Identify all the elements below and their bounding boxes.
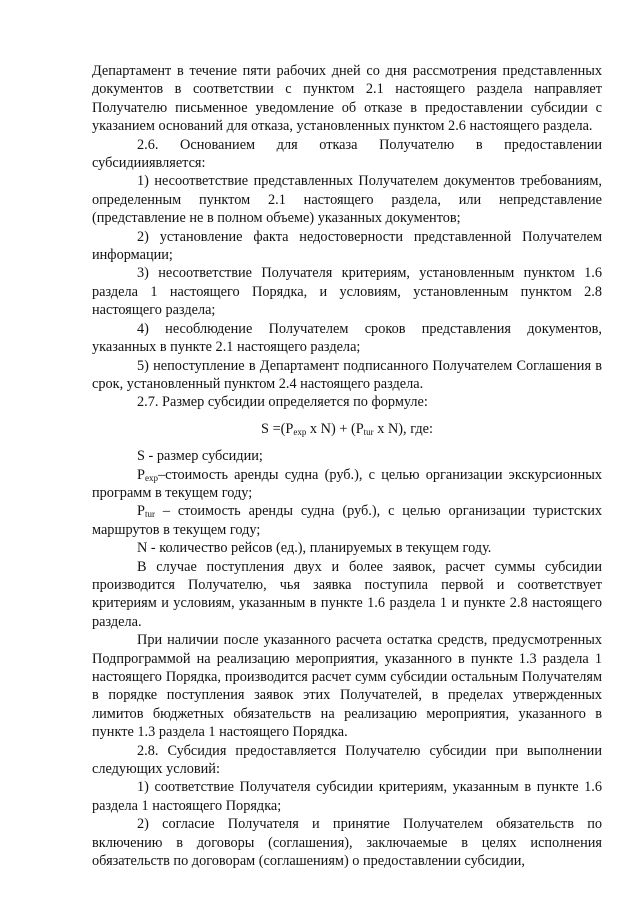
formula-sub-exp: exp (293, 426, 307, 437)
formula-tail: x N), где: (373, 420, 433, 437)
p-tur-symbol: P (137, 503, 145, 520)
formula-sub-tur: tur (363, 426, 374, 437)
paragraph-2-6-item-5: 5) непоступление в Департамент подписанного Получателем Соглашения в срок, установленный пунктом 2.4 настоящего раздела. (92, 357, 602, 392)
subsidy-formula (92, 420, 602, 438)
paragraph-2-8-item-1: 1) соответствие Получателя субсидии критериям, указанным в пункте 1.6 раздела 1 настоящего Порядка; (92, 779, 602, 814)
p-tur-text: – стоимость аренды судна (руб.), с целью организации туристских маршрутов в текущем году; (92, 503, 602, 538)
p-exp-text: –стоимость аренды судна (руб.), с целью организации экскурсионных программ в текущем году; (92, 466, 602, 501)
paragraph-remaining-funds: При наличии после указанного расчета остатка средств, предусмотренных Подпрограммой на реализацию мероприятия, указанного в пункте 1.3 раздела 1 настоящего Порядка, производится расчет сумм субсидии остальным Получателям в порядке поступления заявок этих Получателей, в пределах утвержденных лимитов бюджетных обязательств на реализацию мероприятия, указанного в пункте 1.3 раздела 1 настоящего Порядка. (92, 632, 602, 741)
paragraph-2-6-item-1: 1) несоответствие представленных Получателем документов требованиям, определенным пунктом 2.1 настоящего раздела, или непредставление (представление не в полном объеме) указанных документов; (92, 173, 602, 227)
paragraph-multiple-applications: В случае поступления двух и более заявок, расчет суммы субсидии производится Получателю, чья заявка поступила первой и соответствует критериям и условиям, указанным в пункте 1.6 раздела 1 и пункте 2.8 настоящего раздела. (92, 558, 602, 630)
paragraph-2-6-item-3: 3) несоответствие Получателя критериям, установленным пунктом 1.6 раздела 1 настоящего Порядка, и условиям, установленным пунктом 2.8 настоящего раздела; (92, 265, 602, 319)
definition-p-tur (92, 502, 602, 539)
p-tur-subscript: tur (144, 509, 155, 520)
definition-s: S - размер субсидии; (137, 448, 263, 465)
paragraph-2-7-heading: 2.7. Размер субсидии определяется по формуле: (137, 394, 428, 411)
formula-s: S (261, 420, 269, 437)
formula-open: =(P (269, 420, 294, 437)
definition-p-exp (92, 466, 602, 503)
paragraph-2-8-heading: 2.8. Субсидия предоставляется Получателю субсидии при выполнении следующих условий: (92, 742, 602, 778)
paragraph-2-6-heading: 2.6. Основанием для отказа Получателю в предоставлении субсидииявляется: (92, 136, 602, 172)
paragraph-2-6-item-4: 4) несоблюдение Получателем сроков представления документов, указанных в пункте 2.1 настоящего раздела; (92, 320, 602, 356)
paragraph-dept-notice: Департамент в течение пяти рабочих дней со дня рассмотрения представленных документов в соответствии с пунктом 2.1 настоящего раздела направляет Получателю письменное уведомление об отказе в предоставлении субсидии с указанием оснований для отказа, установленных пунктом 2.6 настоящего раздела. (92, 63, 602, 135)
formula-mid: x N) + (P (306, 420, 364, 437)
p-exp-subscript: exp (144, 472, 158, 483)
p-exp-symbol: P (137, 466, 145, 483)
paragraph-2-6-item-2: 2) установление факта недостоверности представленной Получателем информации; (92, 228, 602, 264)
paragraph-2-8-item-2: 2) согласие Получателя и принятие Получателем обязательств по включению в договоры (соглашения), заключаемые в целях исполнения обязательств по договорам (соглашениям) о предоставлении субсидии, (92, 816, 602, 870)
definition-n: N - количество рейсов (ед.), планируемых в текущем году. (137, 540, 492, 557)
